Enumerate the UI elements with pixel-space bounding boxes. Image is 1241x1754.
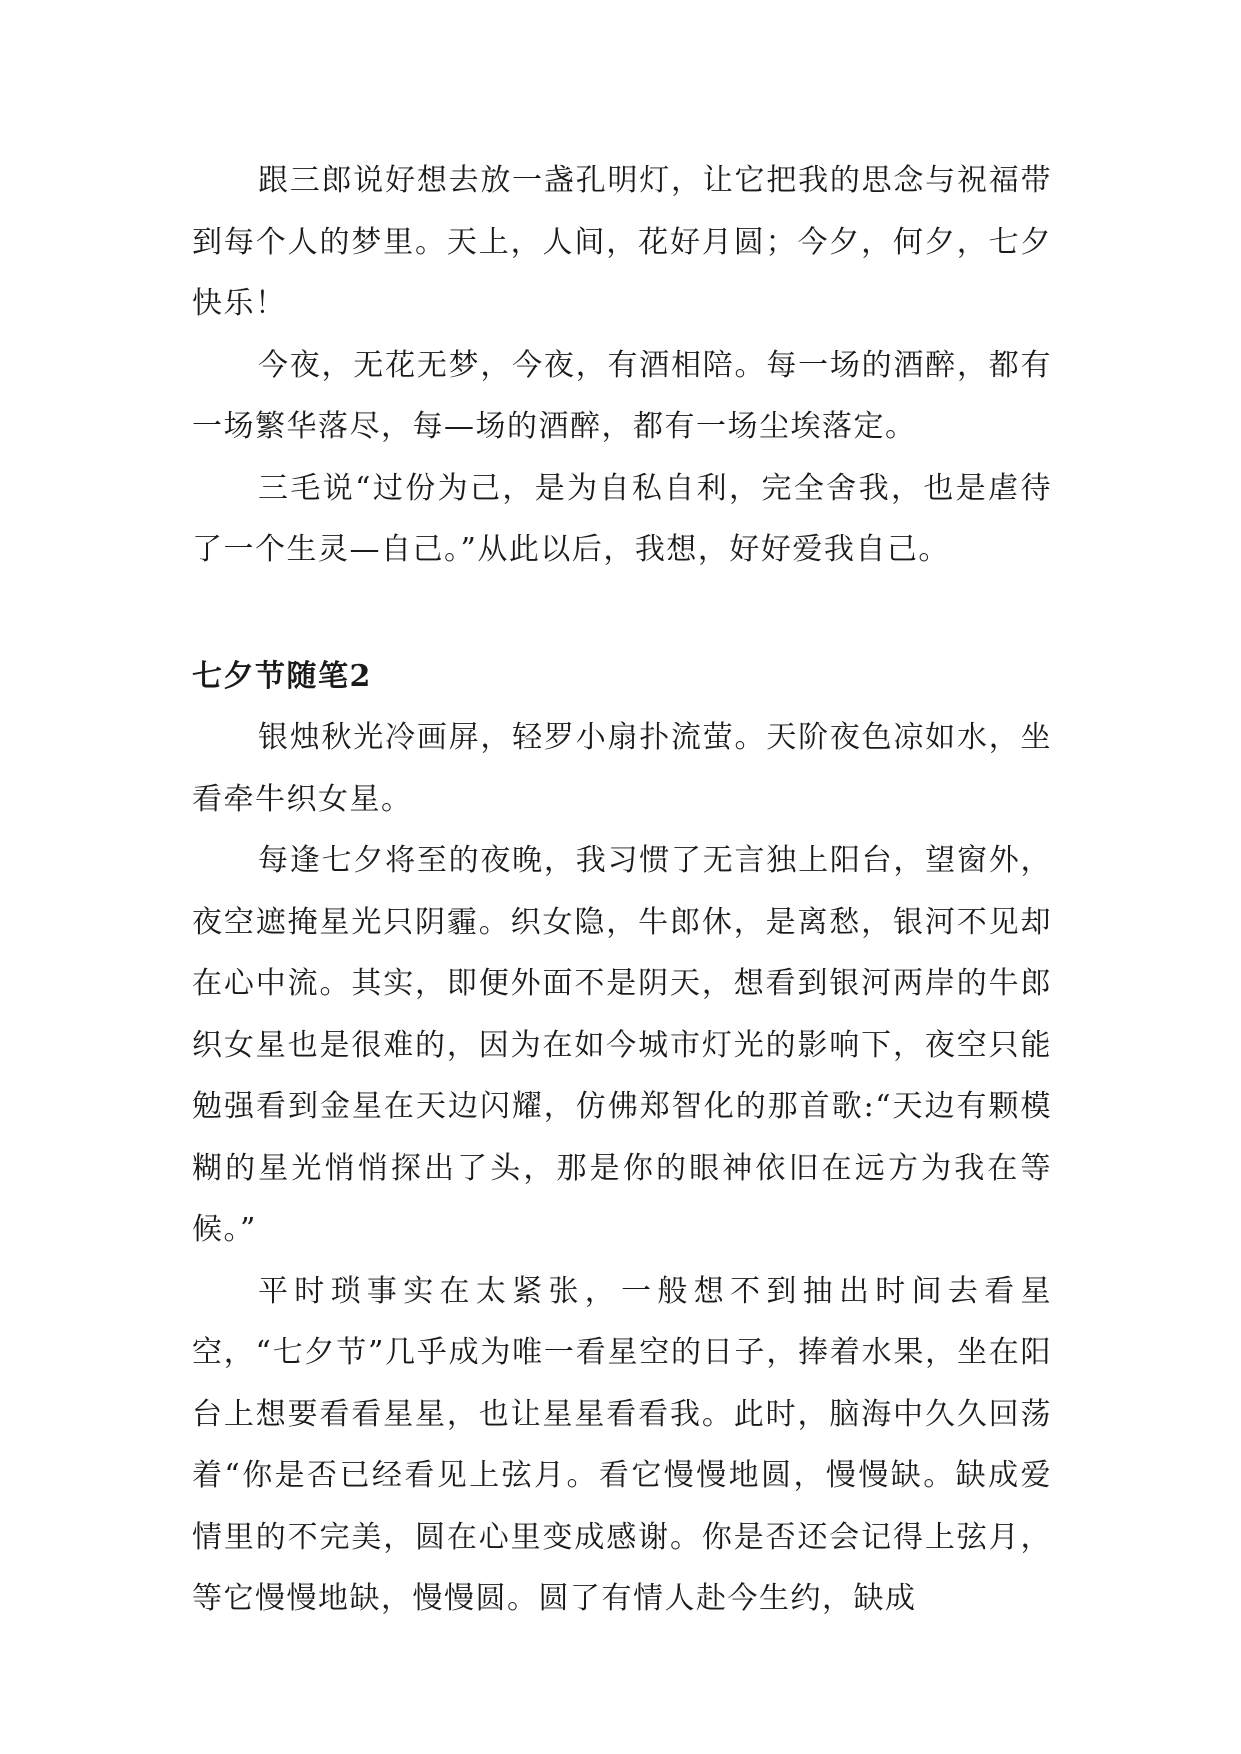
paragraph: 银烛秋光冷画屏，轻罗小扇扑流萤。天阶夜色凉如水，坐看牵牛织女星。 — [192, 720, 1052, 817]
document-body — [192, 150, 1052, 1630]
paragraph: 每逢七夕将至的夜晚，我习惯了无言独上阳台，望窗外，夜空遮掩星光只阴霾。织女隐，牛郎休，是离愁，银河不见却在心中流。其实，即便外面不是阴天，想看到银河两岸的牛郎织女星也是很难的，因为在如今城市灯光的影响下，夜空只能勉强看到金星在天边闪耀，仿佛郑智化的那首歌:“天边有颗模糊的星光悄悄探出了头，那是你的眼神依旧在远方为我在等候。” — [192, 843, 1052, 1247]
paragraph: 三毛说“过份为己，是为自私自利，完全舍我，也是虐待了一个生灵—自己。”从此以后，我想，好好爱我自己。 — [192, 470, 1052, 567]
paragraph: 今夜，无花无梦，今夜，有酒相陪。每一场的酒醉，都有一场繁华落尽，每—场的酒醉，都有一场尘埃落定。 — [192, 347, 1052, 444]
paragraph: 跟三郎说好想去放一盏孔明灯，让它把我的思念与祝福带到每个人的梦里。天上，人间，花好月圆；今夕，何夕，七夕快乐！ — [192, 163, 1052, 321]
paragraph: 平时琐事实在太紧张，一般想不到抽出时间去看星空，“七夕节”几乎成为唯一看星空的日子，捧着水果，坐在阳台上想要看看星星，也让星星看看我。此时，脑海中久久回荡着“你是否已经看见上弦月。看它慢慢地圆，慢慢缺。缺成爱情里的不完美，圆在心里变成感谢。你是否还会记得上弦月，等它慢慢地缺，慢慢圆。圆了有情人赴今生约，缺成 — [192, 1273, 1052, 1616]
section-heading: 七夕节随笔2 — [192, 658, 372, 694]
